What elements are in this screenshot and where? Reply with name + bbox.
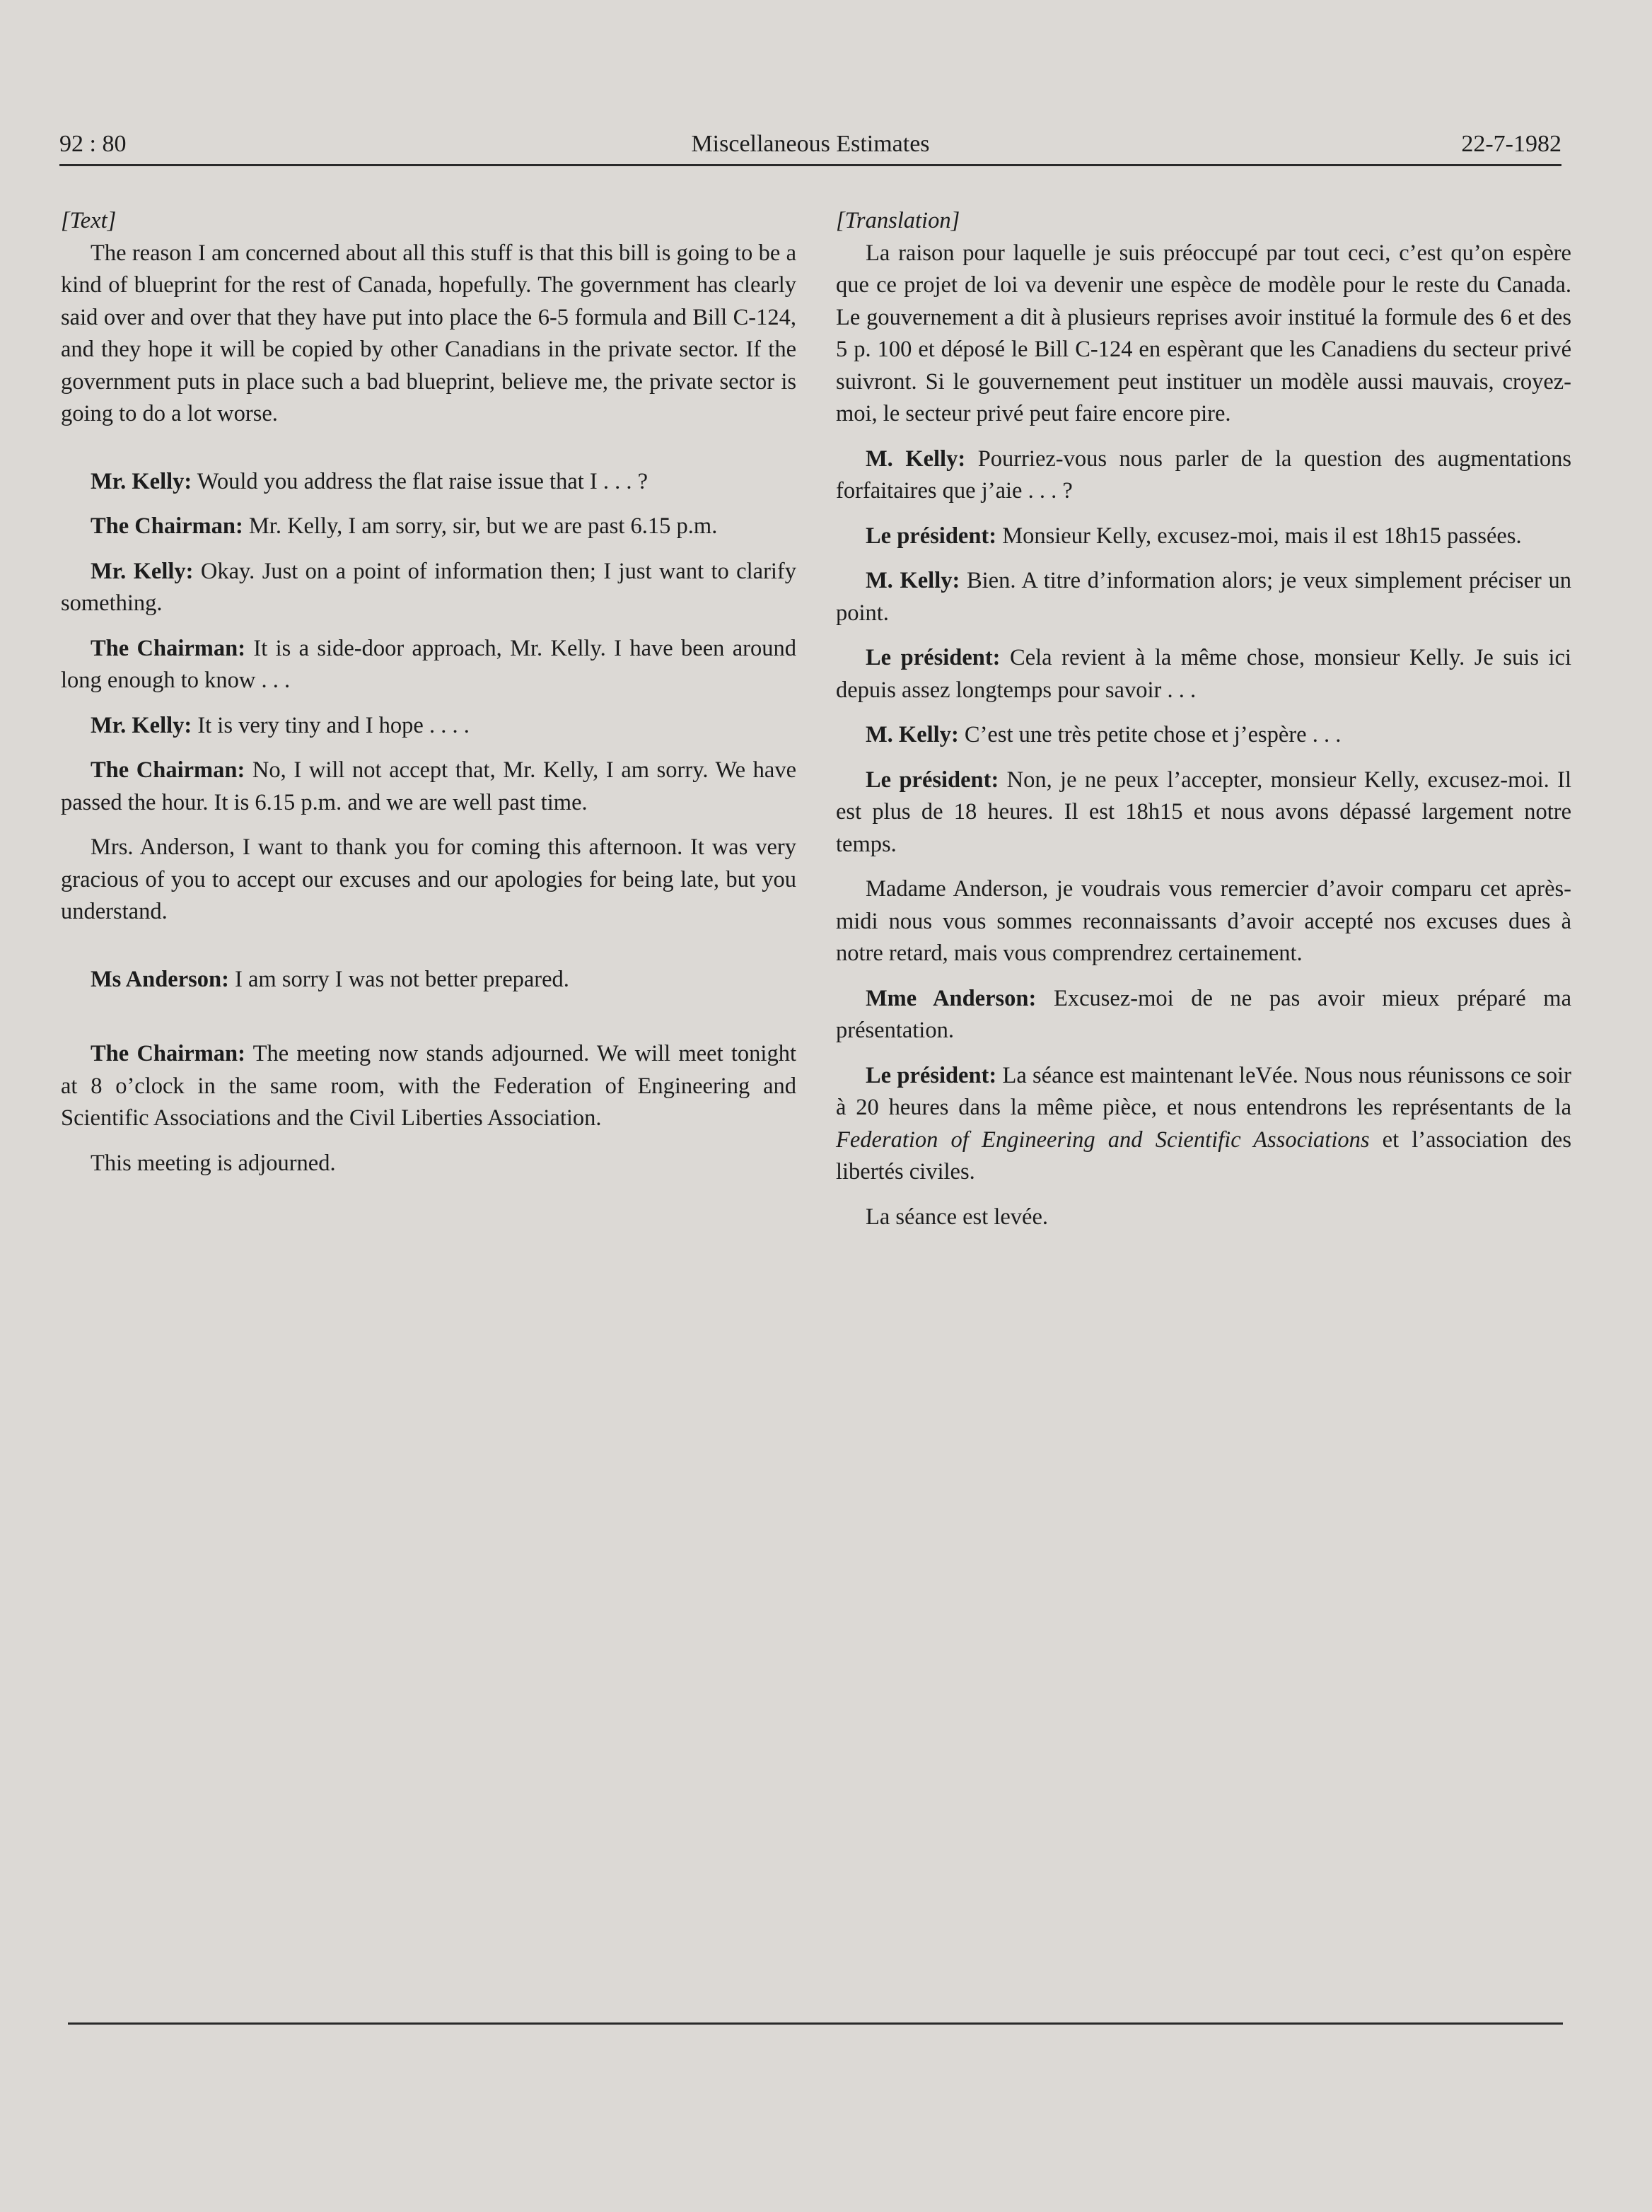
speaker-name: Mr. Kelly: xyxy=(91,558,194,584)
exchange-paragraph xyxy=(836,719,1571,752)
organization-name: Federation of Engineering and Scientific Associations xyxy=(836,1127,1370,1153)
exchange-paragraph xyxy=(836,443,1571,508)
exchange-paragraph xyxy=(61,556,796,620)
footer-rule xyxy=(68,2022,1563,2025)
speech-text: Bien. A titre d’information alors; je veux simplement préciser un point. xyxy=(836,568,1571,626)
header-rule xyxy=(59,164,1561,166)
issue-date: 22-7-1982 xyxy=(1461,131,1561,157)
speech-text: Non, je ne peux l’accepter, monsieur Kelly, excusez-moi. Il est plus de 18 heures. Il est 18h15 et nous avons dépassé largement notre temps. xyxy=(836,767,1571,857)
speech-text: Would you address the flat raise issue that I . . . ? xyxy=(192,468,648,494)
speaker-name: Le président: xyxy=(866,645,1001,670)
speaker-name: Mr. Kelly: xyxy=(91,468,192,494)
speaker-name: Le président: xyxy=(866,1062,997,1088)
speaker-name: The Chairman: xyxy=(91,757,245,783)
exchange-paragraph xyxy=(61,710,796,743)
speaker-name: Mme Anderson: xyxy=(866,985,1037,1011)
intro-paragraph: The reason I am concerned about all this stuff is that this bill is going to be a kind of blueprint for the rest of Canada, hopefully. The government has clearly said over and over that they have put into place the 6-5 formula and Bill C-124, and they hope it will be copied by other Canadians in the private sector. If the government puts in place such a bad blueprint, believe me, the private sector is going to do a lot worse. xyxy=(61,240,796,426)
speech-text: Cela revient à la même chose, monsieur Kelly. Je suis ici depuis assez longtemps pour savoir . . . xyxy=(836,645,1571,703)
speech-text: The meeting now stands adjourned. We will meet tonight at 8 o’clock in the same room, with the Federation of Engineering and Scientific Associations and the Civil Liberties Association. xyxy=(61,1041,796,1131)
exchange-paragraph xyxy=(836,520,1571,553)
speaker-name: M. Kelly: xyxy=(866,722,959,747)
speaker-name: Le président: xyxy=(866,523,997,549)
speaker-name: Le président: xyxy=(866,767,999,793)
intro-paragraph: La raison pour laquelle je suis préoccupé par tout ceci, c’est qu’on espère que ce projet de loi va devenir une espèce de modèle pour le reste du Canada. Le gouvernement a dit à plusieurs reprises avoir institué la formule des 6 et des 5 p. 100 et déposé le Bill C-124 en espèrant que les Canadiens du secteur privé suivront. Si le gouvernement peut instituer un modèle aussi mauvais, croyez-moi, le secteur privé peut faire encore pire. xyxy=(836,240,1571,426)
speech-text: C’est une très petite chose et j’espère . . . xyxy=(958,722,1342,747)
english-column xyxy=(61,205,796,1192)
thanks-paragraph: Madame Anderson, je voudrais vous remercier d’avoir comparu cet après-midi nous vous sommes reconnaissants d’avoir accepté nos excuses dues à notre retard, mais vous comprendrez certainement. xyxy=(836,876,1571,966)
anderson-paragraph xyxy=(836,983,1571,1047)
exchange-paragraph xyxy=(836,764,1571,861)
adjourned-line: La séance est levée. xyxy=(866,1204,1049,1230)
text-tag: [Text] xyxy=(61,208,117,233)
exchange-paragraph xyxy=(836,642,1571,706)
exchange-paragraph xyxy=(61,755,796,819)
anderson-paragraph xyxy=(61,964,796,996)
speaker-name: M. Kelly: xyxy=(866,568,960,593)
speech-text: No, I will not accept that, Mr. Kelly, I am sorry. We have passed the hour. It is 6.15 p.m. and we are well past time. xyxy=(61,757,797,815)
speaker-name: Mr. Kelly: xyxy=(91,712,192,738)
speaker-name: The Chairman: xyxy=(91,1041,245,1066)
closing-paragraph xyxy=(836,1060,1571,1189)
speech-text: et l’association des libertés civiles. xyxy=(836,1127,1571,1184)
translation-tag: [Translation] xyxy=(836,208,960,233)
speaker-name: The Chairman: xyxy=(91,513,243,539)
french-column xyxy=(836,205,1571,1246)
speech-text: Pourriez-vous nous parler de la question des augmentations forfaitaires que j’aie . . . ? xyxy=(836,446,1571,503)
speech-text: It is a side-door approach, Mr. Kelly. I have been around long enough to know . . . xyxy=(61,635,796,693)
page-header xyxy=(59,126,1561,163)
speech-text: It is very tiny and I hope . . . . xyxy=(192,712,470,738)
speaker-name: Ms Anderson: xyxy=(91,966,229,992)
speech-text: La séance est maintenant leVée. Nous nous réunissons ce soir à 20 heures dans la même pièce, et nous entendrons les représentants de la xyxy=(836,1062,1571,1120)
speaker-name: The Chairman: xyxy=(91,635,246,661)
page-number: 92 : 80 xyxy=(59,131,127,157)
speech-text: Excusez-moi de ne pas avoir mieux préparé ma présentation. xyxy=(836,985,1572,1043)
speech-text: Okay. Just on a point of information then; I just want to clarify something. xyxy=(61,558,796,616)
speech-text: I am sorry I was not better prepared. xyxy=(228,966,569,992)
exchange-paragraph xyxy=(61,633,796,697)
thanks-paragraph: Mrs. Anderson, I want to thank you for coming this afternoon. It was very gracious of you to accept our excuses and our apologies for being late, but you understand. xyxy=(61,834,796,924)
exchange-paragraph xyxy=(836,565,1571,629)
adjourned-line: This meeting is adjourned. xyxy=(91,1150,336,1176)
exchange-paragraph xyxy=(61,466,796,499)
exchange-paragraph xyxy=(61,511,796,543)
closing-paragraph xyxy=(61,1038,796,1135)
running-title: Miscellaneous Estimates xyxy=(691,131,930,157)
speech-text: Mr. Kelly, I am sorry, sir, but we are past 6.15 p.m. xyxy=(243,513,718,539)
speaker-name: M. Kelly: xyxy=(866,446,966,472)
speech-text: Monsieur Kelly, excusez-moi, mais il est 18h15 passées. xyxy=(996,523,1522,549)
